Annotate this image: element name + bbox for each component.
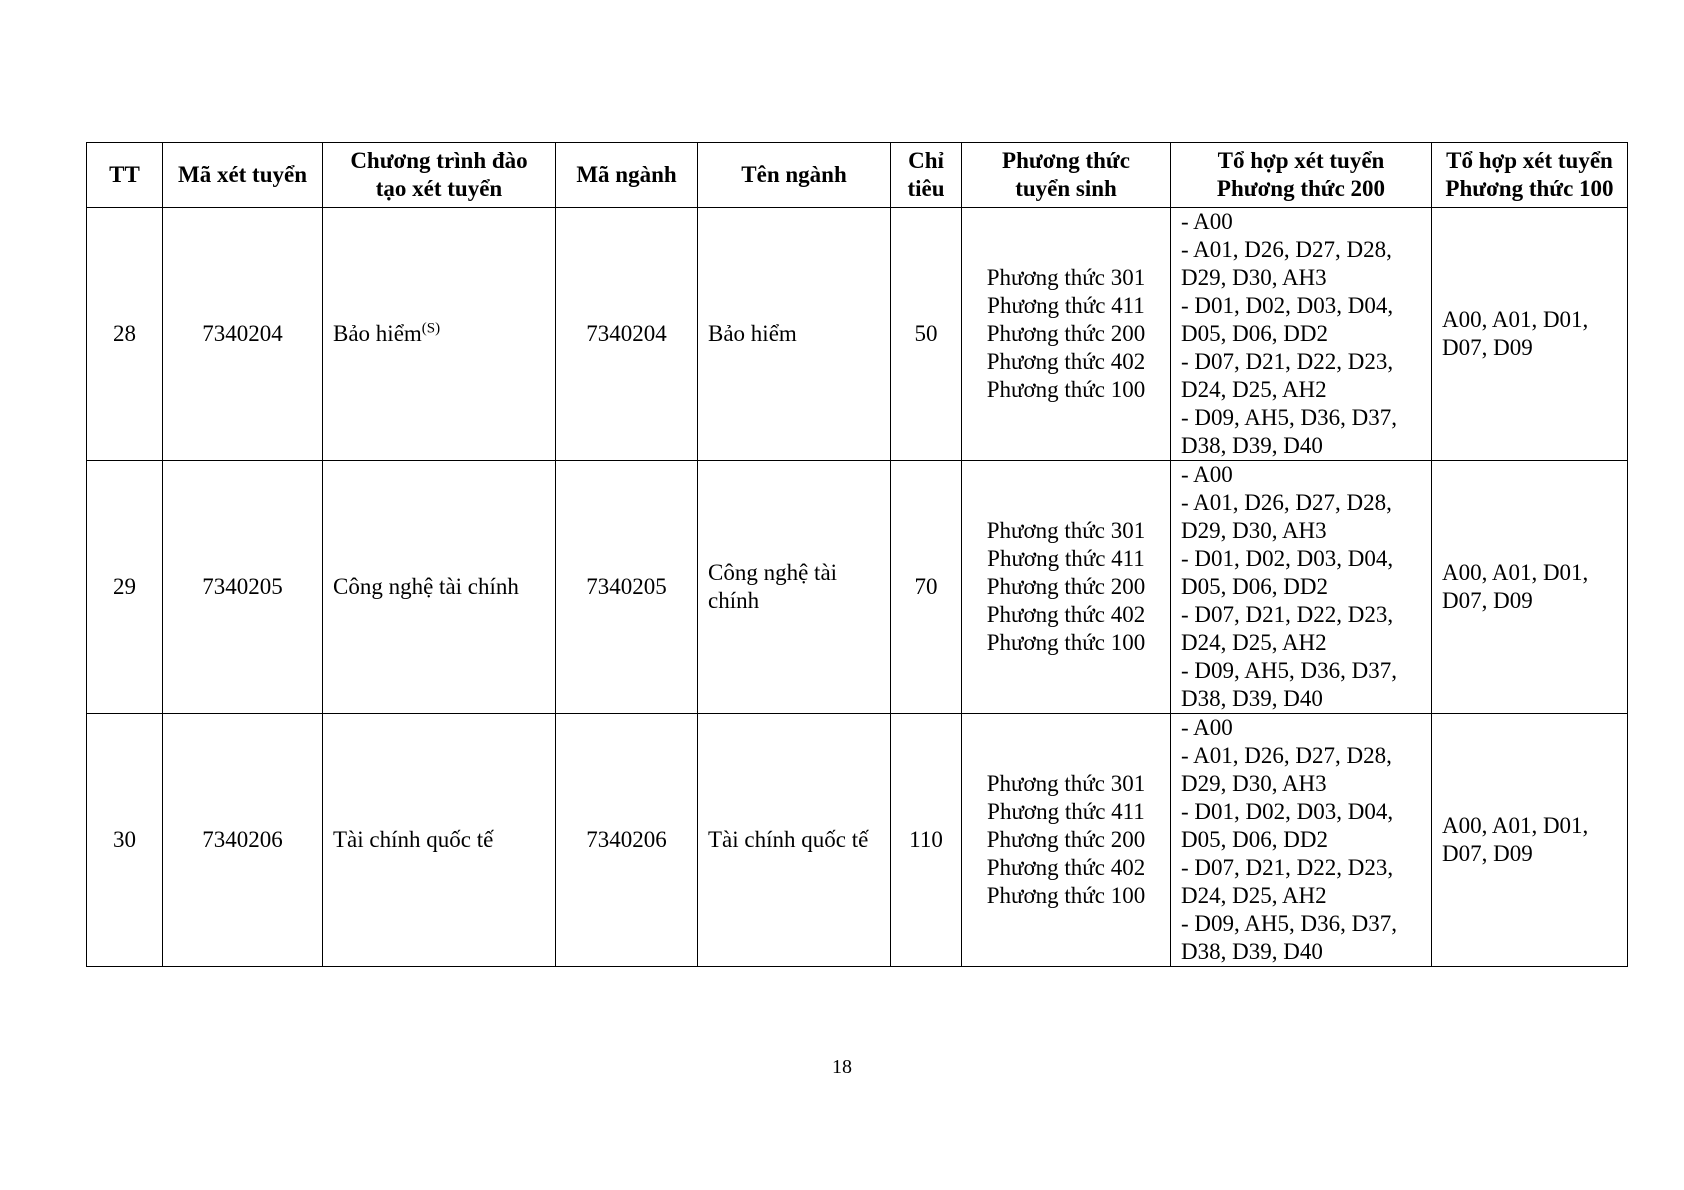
header-chi-tieu-line: tiêu <box>907 176 945 201</box>
combo-line: - D01, D02, D03, D04, <box>1181 546 1394 571</box>
method-line: Phương thức 100 <box>986 883 1146 908</box>
table-row <box>87 714 1628 967</box>
method-line: Phương thức 100 <box>986 377 1146 402</box>
header-to-hop-200-line: Phương thức 200 <box>1216 176 1386 201</box>
cell-chi-tieu: 70 <box>891 461 962 714</box>
combo-line: D38, D39, D40 <box>1181 939 1323 964</box>
combo-100-line: A00, A01, D01, <box>1442 560 1589 585</box>
method-line: Phương thức 411 <box>987 293 1145 318</box>
header-ma-xet-tuyen: Mã xét tuyển <box>163 143 323 208</box>
combo-100-line: D07, D09 <box>1442 335 1533 360</box>
cell-tt: 30 <box>87 714 163 967</box>
cell-chuong-trinh <box>323 461 556 714</box>
cell-chuong-trinh <box>323 714 556 967</box>
cell-chi-tieu: 50 <box>891 208 962 461</box>
combo-line: - A01, D26, D27, D28, <box>1181 237 1392 262</box>
combo-line: - D01, D02, D03, D04, <box>1181 799 1394 824</box>
header-phuong-thuc-line: tuyển sinh <box>1015 176 1117 201</box>
cell-to-hop-100 <box>1432 208 1628 461</box>
combo-100-line: A00, A01, D01, <box>1442 813 1589 838</box>
method-line: Phương thức 100 <box>986 630 1146 655</box>
header-to-hop-100 <box>1432 143 1628 208</box>
combo-line: - D07, D21, D22, D23, <box>1181 349 1394 374</box>
cell-ma-xet-tuyen: 7340204 <box>163 208 323 461</box>
cell-to-hop-100 <box>1432 714 1628 967</box>
cell-ten-nganh <box>698 714 891 967</box>
method-line: Phương thức 402 <box>986 349 1146 374</box>
combo-line: D05, D06, DD2 <box>1181 321 1328 346</box>
cell-phuong-thuc <box>962 714 1171 967</box>
header-to-hop-200-line: Tổ hợp xét tuyển <box>1217 148 1385 173</box>
combo-100-line: D07, D09 <box>1442 588 1533 613</box>
program-name: Công nghệ tài chính <box>333 574 519 599</box>
cell-ten-nganh <box>698 461 891 714</box>
combo-line: D24, D25, AH2 <box>1181 883 1327 908</box>
header-chuong-trinh-line: tạo xét tuyển <box>375 176 503 201</box>
major-name-line: Công nghệ tài <box>708 560 838 585</box>
combo-line: D24, D25, AH2 <box>1181 630 1327 655</box>
header-chi-tieu-line: Chỉ <box>908 148 944 173</box>
header-to-hop-200 <box>1171 143 1432 208</box>
combo-line: - D01, D02, D03, D04, <box>1181 293 1394 318</box>
cell-phuong-thuc <box>962 461 1171 714</box>
cell-to-hop-200 <box>1171 714 1432 967</box>
table-row <box>87 208 1628 461</box>
header-chi-tieu <box>891 143 962 208</box>
method-line: Phương thức 411 <box>987 799 1145 824</box>
header-chuong-trinh <box>323 143 556 208</box>
cell-ma-nganh: 7340205 <box>556 461 698 714</box>
header-ten-nganh: Tên ngành <box>698 143 891 208</box>
combo-line: D29, D30, AH3 <box>1181 518 1327 543</box>
admissions-table <box>86 142 1628 967</box>
method-line: Phương thức 411 <box>987 546 1145 571</box>
header-tt: TT <box>87 143 163 208</box>
cell-ma-nganh: 7340206 <box>556 714 698 967</box>
header-phuong-thuc-line: Phương thức <box>1002 148 1130 173</box>
major-name-line: Tài chính quốc tế <box>708 827 869 852</box>
combo-line: - A01, D26, D27, D28, <box>1181 743 1392 768</box>
cell-ten-nganh <box>698 208 891 461</box>
method-line: Phương thức 402 <box>986 855 1146 880</box>
method-line: Phương thức 200 <box>986 574 1146 599</box>
program-name: Bảo hiểm <box>333 321 422 346</box>
combo-line: D24, D25, AH2 <box>1181 377 1327 402</box>
method-line: Phương thức 301 <box>986 518 1146 543</box>
method-line: Phương thức 301 <box>986 771 1146 796</box>
combo-line: D05, D06, DD2 <box>1181 827 1328 852</box>
method-line: Phương thức 301 <box>986 265 1146 290</box>
combo-line: D05, D06, DD2 <box>1181 574 1328 599</box>
combo-line: D29, D30, AH3 <box>1181 265 1327 290</box>
combo-line: - D07, D21, D22, D23, <box>1181 602 1394 627</box>
combo-100-line: A00, A01, D01, <box>1442 307 1589 332</box>
cell-to-hop-200 <box>1171 461 1432 714</box>
combo-line: D38, D39, D40 <box>1181 433 1323 458</box>
major-name-line: Bảo hiểm <box>708 321 797 346</box>
combo-line: D38, D39, D40 <box>1181 686 1323 711</box>
combo-line: - A00 <box>1181 462 1233 487</box>
combo-line: - A01, D26, D27, D28, <box>1181 490 1392 515</box>
method-line: Phương thức 402 <box>986 602 1146 627</box>
program-superscript: (S) <box>421 320 441 337</box>
combo-line: - D09, AH5, D36, D37, <box>1181 405 1397 430</box>
combo-100-line: D07, D09 <box>1442 841 1533 866</box>
combo-line: - A00 <box>1181 715 1233 740</box>
cell-chuong-trinh <box>323 208 556 461</box>
combo-line: D29, D30, AH3 <box>1181 771 1327 796</box>
combo-line: - D09, AH5, D36, D37, <box>1181 911 1397 936</box>
combo-line: - D07, D21, D22, D23, <box>1181 855 1394 880</box>
cell-phuong-thuc <box>962 208 1171 461</box>
combo-line: - A00 <box>1181 209 1233 234</box>
cell-ma-xet-tuyen: 7340205 <box>163 461 323 714</box>
cell-chi-tieu: 110 <box>891 714 962 967</box>
header-ma-nganh: Mã ngành <box>556 143 698 208</box>
table-header-row <box>87 143 1628 208</box>
page-number: 18 <box>832 1056 852 1078</box>
header-phuong-thuc <box>962 143 1171 208</box>
method-line: Phương thức 200 <box>986 827 1146 852</box>
program-name: Tài chính quốc tế <box>333 827 494 852</box>
cell-tt: 29 <box>87 461 163 714</box>
major-name-line: chính <box>708 588 760 613</box>
header-chuong-trinh-line: Chương trình đào <box>350 148 528 173</box>
cell-ma-nganh: 7340204 <box>556 208 698 461</box>
header-to-hop-100-line: Phương thức 100 <box>1445 176 1614 201</box>
cell-to-hop-200 <box>1171 208 1432 461</box>
header-to-hop-100-line: Tổ hợp xét tuyển <box>1446 148 1613 173</box>
cell-to-hop-100 <box>1432 461 1628 714</box>
cell-ma-xet-tuyen: 7340206 <box>163 714 323 967</box>
method-line: Phương thức 200 <box>986 321 1146 346</box>
table-row <box>87 461 1628 714</box>
cell-tt: 28 <box>87 208 163 461</box>
combo-line: - D09, AH5, D36, D37, <box>1181 658 1397 683</box>
